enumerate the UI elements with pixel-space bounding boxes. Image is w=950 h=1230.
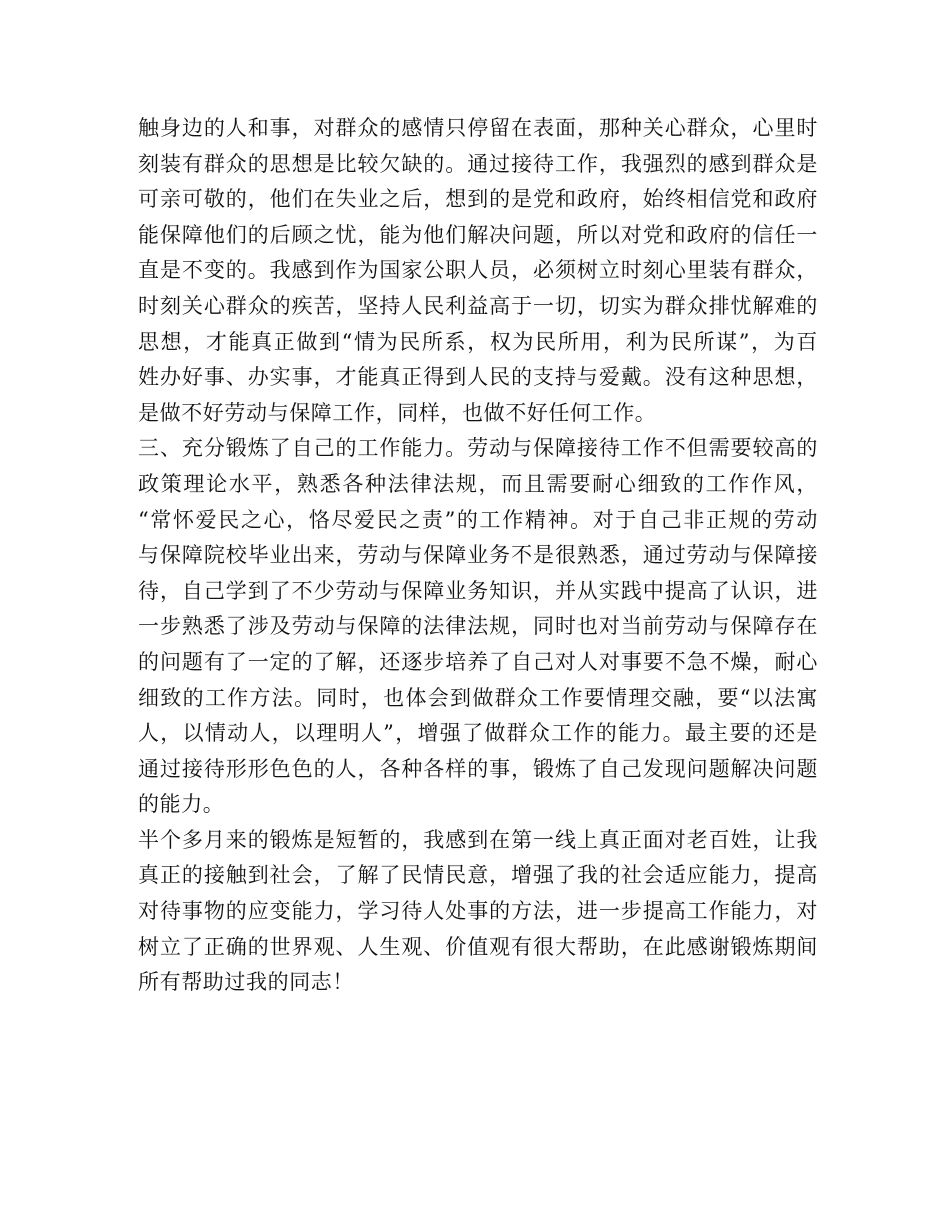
text-line: 所有帮助过我的同志！ <box>138 970 354 995</box>
text-line: 触身边的人和事，对群众的感情只停留在表面，那种关心群众，心里时 <box>138 116 818 140</box>
text-line: 真正的接触到社会，了解了民情民意，增强了我的社会适应能力，提高 <box>138 863 818 888</box>
text-line: 树立了正确的世界观、人生观、价值观有很大帮助，在此感谢锻炼期间 <box>138 934 818 959</box>
text-line: 待，自己学到了不少劳动与保障业务知识，并从实践中提高了认识，进 <box>138 578 818 603</box>
text-line: 刻装有群众的思想是比较欠缺的。通过接待工作，我强烈的感到群众是 <box>138 151 818 176</box>
text-line: 通过接待形形色色的人，各种各样的事，锻炼了自己发现问题解决问题 <box>138 756 818 781</box>
text-line: 的能力。 <box>138 792 225 817</box>
text-line: 人，以情动人，以理明人”，增强了做群众工作的能力。最主要的还是 <box>138 721 818 746</box>
text-line: 对待事物的应变能力，学习待人处事的方法，进一步提高工作能力，对 <box>138 899 818 924</box>
text-line: 一步熟悉了涉及劳动与保障的法律法规，同时也对当前劳动与保障存在 <box>138 614 818 639</box>
text-line: 是做不好劳动与保障工作，同样，也做不好任何工作。 <box>138 400 657 425</box>
text-line: 政策理论水平，熟悉各种法律法规，而且需要耐心细致的工作作风， <box>138 471 818 496</box>
text-line: 与保障院校毕业出来，劳动与保障业务不是很熟悉，通过劳动与保障接 <box>138 543 818 568</box>
text-line: 能保障他们的后顾之忧，能为他们解决问题，所以对党和政府的信任一 <box>138 222 818 247</box>
text-line: “常怀爱民之心，恪尽爱民之责”的工作精神。对于自己非正规的劳动 <box>138 507 818 532</box>
text-line: 细致的工作方法。同时，也体会到做群众工作要情理交融，要“以法寓 <box>138 685 818 710</box>
text-line: 思想，才能真正做到“情为民所系，权为民所用，利为民所谋”，为百 <box>138 329 818 354</box>
text-line: 姓办好事、办实事，才能真正得到人民的支持与爱戴。没有这种思想， <box>138 365 818 390</box>
text-line: 时刻关心群众的疾苦，坚持人民利益高于一切，切实为群众排忧解难的 <box>138 293 818 318</box>
text-line: 的问题有了一定的了解，还逐步培养了自己对人对事要不急不燥，耐心 <box>138 649 818 674</box>
text-line: 可亲可敬的，他们在失业之后，想到的是党和政府，始终相信党和政府 <box>138 187 818 212</box>
text-line: 半个多月来的锻炼是短暂的，我感到在第一线上真正面对老百姓，让我 <box>138 827 818 852</box>
document-body <box>138 111 818 1001</box>
text-line: 三、充分锻炼了自己的工作能力。劳动与保障接待工作不但需要较高的 <box>138 436 818 461</box>
text-line: 直是不变的。我感到作为国家公职人员，必须树立时刻心里装有群众， <box>138 258 818 283</box>
